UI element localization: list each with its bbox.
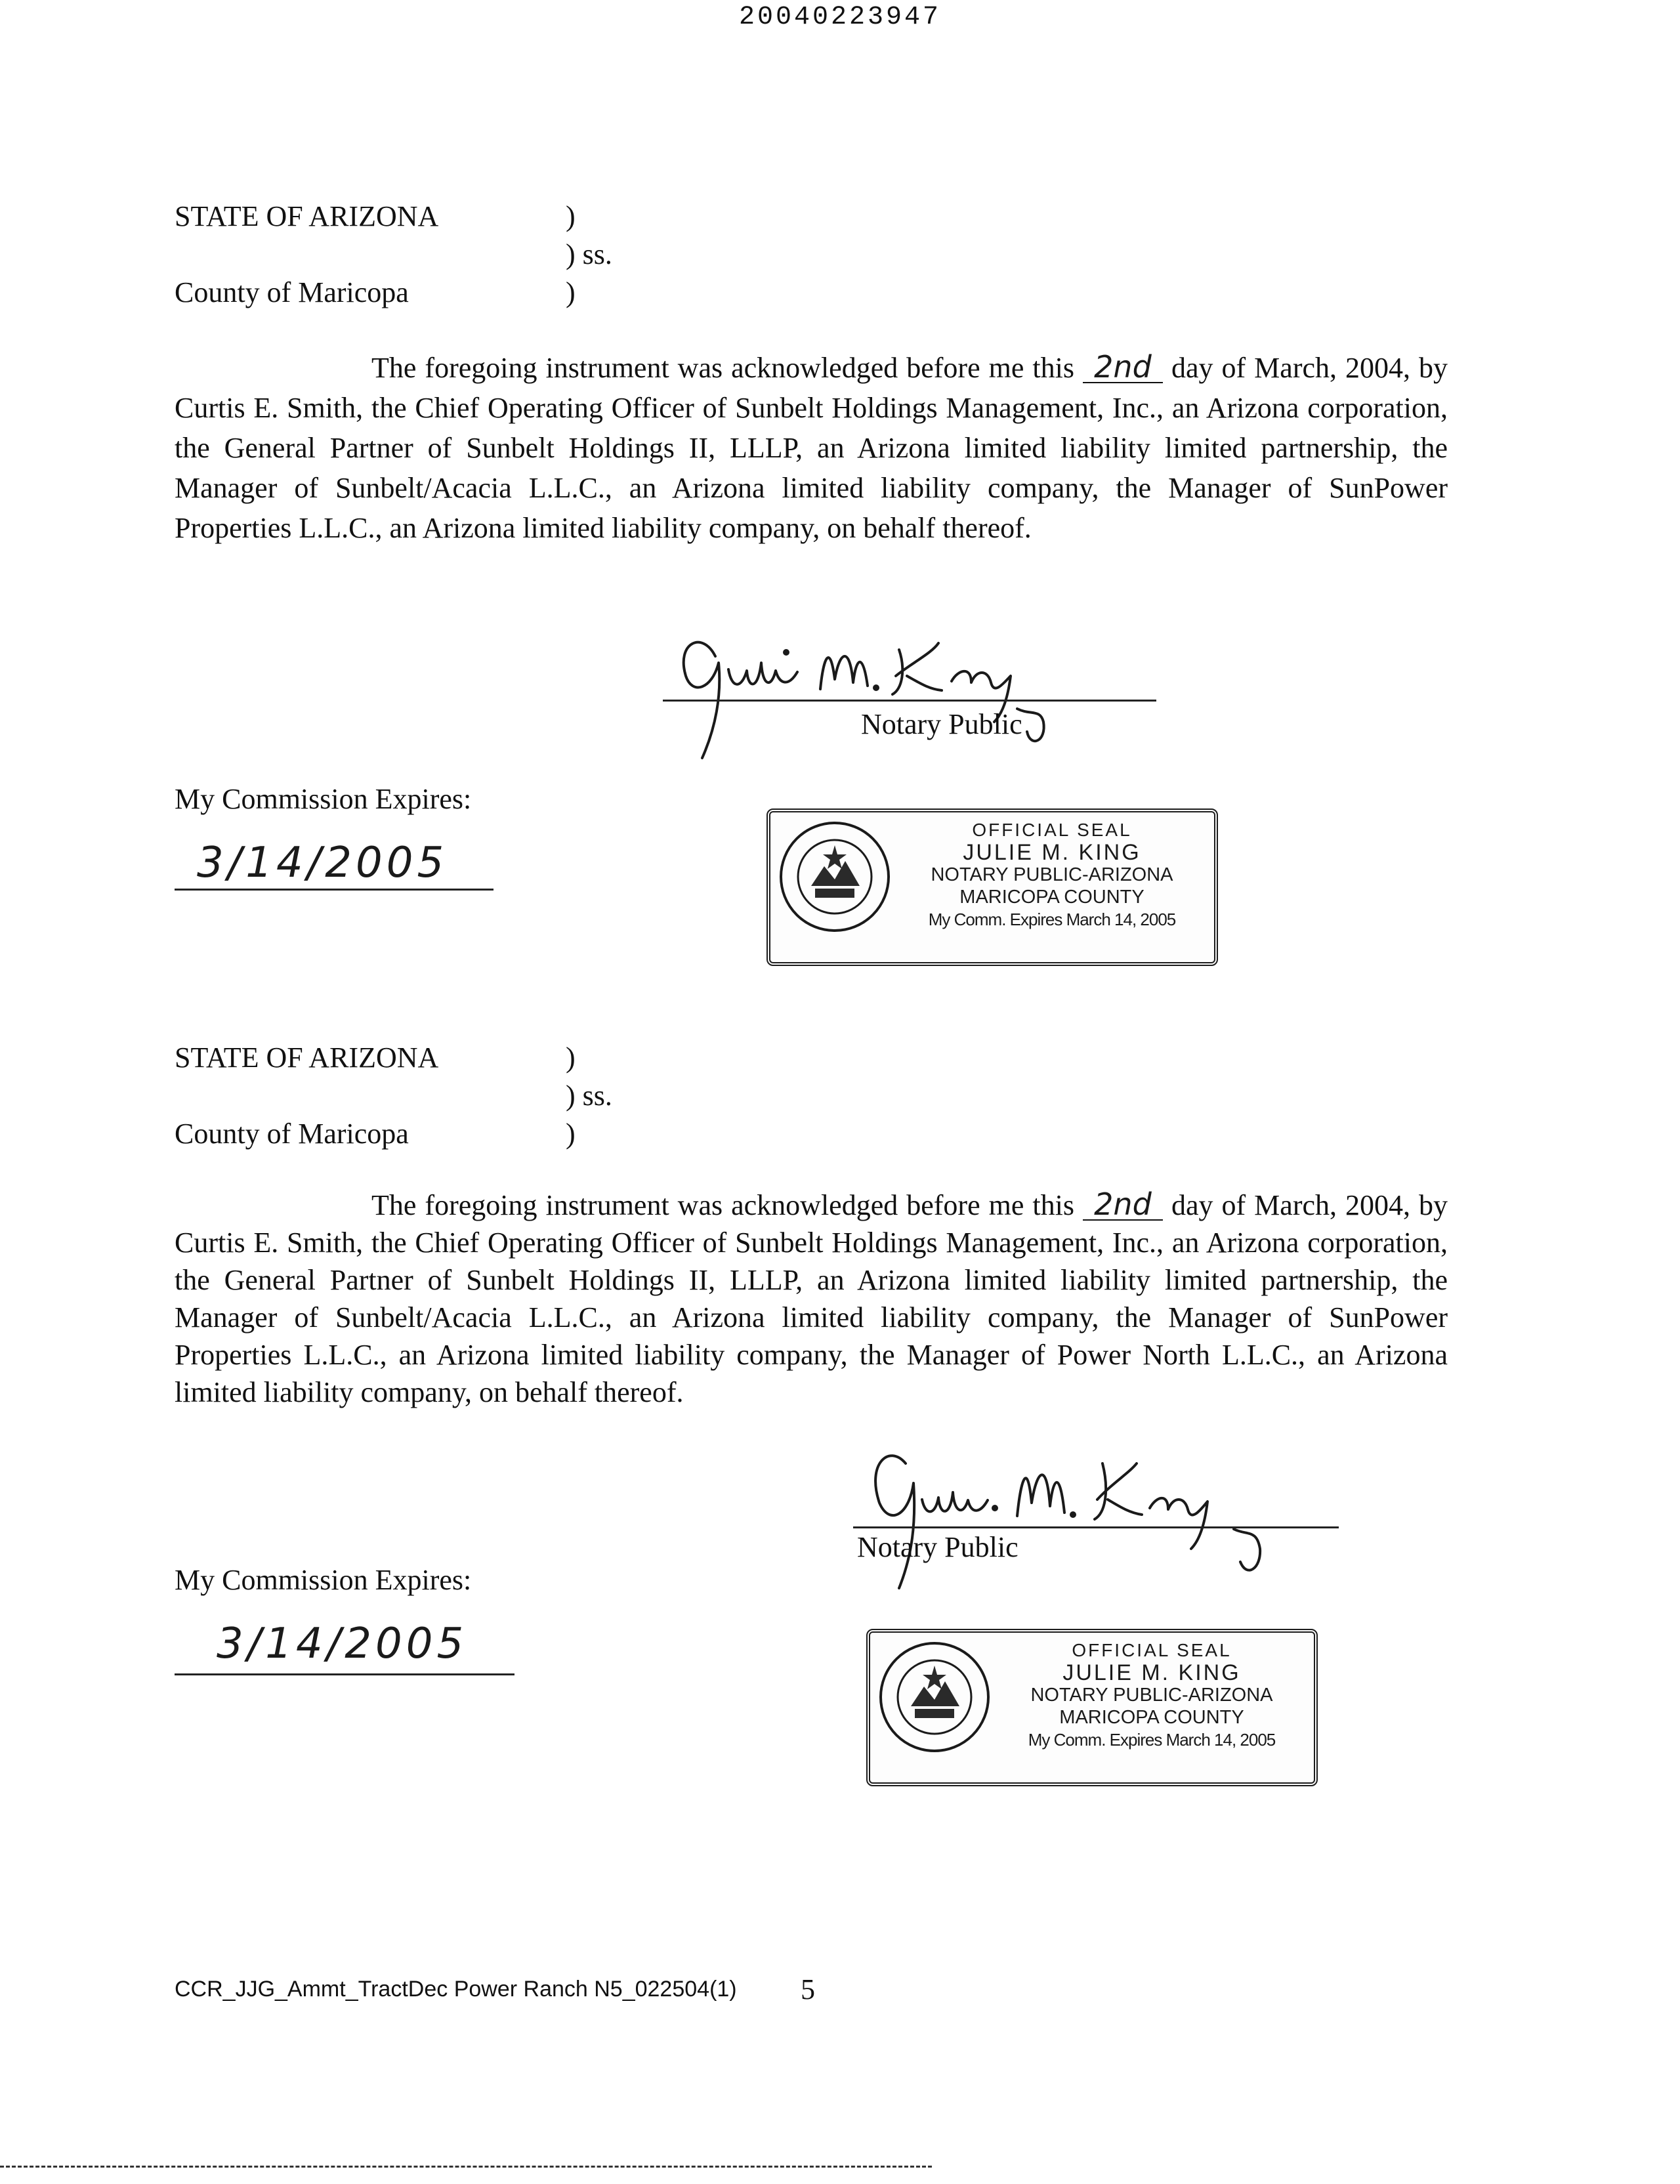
county-label-1: County of Maricopa [175,276,409,308]
notary-public-label-2: Notary Public [857,1531,1018,1563]
state-label-2: STATE OF ARIZONA [175,1041,439,1074]
recording-number: 20040223947 [738,3,942,32]
seal-expiration-1: My Comm. Expires March 14, 2005 [928,910,1176,929]
venue-paren-2b: ) [566,1118,576,1150]
seal-title-2: NOTARY PUBLIC-ARIZONA [1030,1685,1273,1706]
seal-notary-name-1: JULIE M. KING [963,840,1141,865]
seal-title-1: NOTARY PUBLIC-ARIZONA [931,864,1173,885]
seal-county-1: MARICOPA COUNTY [959,887,1144,908]
arizona-state-seal-icon [878,1641,991,1754]
ack-text-before-1: The foregoing instrument was acknowledged before me this [371,352,1074,384]
ack-text-before-2: The foregoing instrument was acknowledged before me this [371,1189,1074,1221]
commission-date-line-2 [175,1673,514,1675]
handwritten-day-1: 2nd [1083,352,1163,383]
state-label-1: STATE OF ARIZONA [175,200,439,232]
ack-text-after-1: day of March, 2004, by Curtis E. Smith, the Chief Operating Officer of Sunbelt Holdings Management, Inc., an Arizona corporation, the General Partner of Sunbelt Holdings II, LLLP, an Arizona limited liability limited partnership, the Manager of Sunbelt/Acacia L.L.C., an Arizona limited liability company, the Manager of SunPower Properties L.L.C., an Arizona limited liability company, on behalf thereof. [175,352,1448,544]
signature-line-1 [663,700,1156,702]
commission-date-2: 3/14/2005 [217,1620,468,1668]
acknowledgment-paragraph-1 [175,348,1448,548]
ss-label-1: ) ss. [566,238,612,270]
signature-line-2 [853,1526,1339,1528]
ss-label-2: ) ss. [566,1080,612,1112]
county-label-2: County of Maricopa [175,1118,409,1150]
page-number: 5 [801,1973,815,2006]
venue-paren-1a: ) [566,200,576,232]
notary-signature-1 [663,617,1162,768]
notary-public-label-1: Notary Public [861,708,1022,740]
commission-expires-label-2: My Commission Expires: [175,1564,472,1596]
arizona-state-seal-icon [778,820,891,933]
bottom-scan-rule [0,2166,932,2168]
seal-official-label-1: OFFICIAL SEAL [972,820,1132,840]
seal-text-block-1 [899,819,1205,931]
handwritten-day-2: 2nd [1083,1189,1163,1221]
seal-text-block-2 [999,1639,1305,1751]
seal-notary-name-2: JULIE M. KING [1062,1660,1241,1685]
seal-county-2: MARICOPA COUNTY [1059,1707,1244,1728]
venue-paren-2a: ) [566,1041,576,1074]
commission-date-1: 3/14/2005 [197,839,448,887]
venue-paren-1b: ) [566,276,576,308]
commission-date-line-1 [175,889,494,891]
acknowledgment-paragraph-2 [175,1186,1448,1411]
commission-expires-label-1: My Commission Expires: [175,783,472,815]
notary-signature-2 [853,1437,1352,1595]
notary-seal-1 [766,808,1218,966]
seal-expiration-2: My Comm. Expires March 14, 2005 [1028,1730,1276,1750]
footer-file-code: CCR_JJG_Ammt_TractDec Power Ranch N5_022504(1) [175,1977,737,2002]
ack-text-after-2: day of March, 2004, by Curtis E. Smith, the Chief Operating Officer of Sunbelt Holdings Management, Inc., an Arizona corporation, the General Partner of Sunbelt Holdings II, LLLP, an Arizona limited liability limited partnership, the Manager of Sunbelt/Acacia L.L.C., an Arizona limited liability company, the Manager of SunPower Properties L.L.C., an Arizona limited liability company, the Manager of Power North L.L.C., an Arizona limited liability company, on behalf thereof. [175,1189,1448,1408]
seal-official-label-2: OFFICIAL SEAL [1072,1640,1232,1660]
notary-seal-2 [866,1629,1318,1786]
